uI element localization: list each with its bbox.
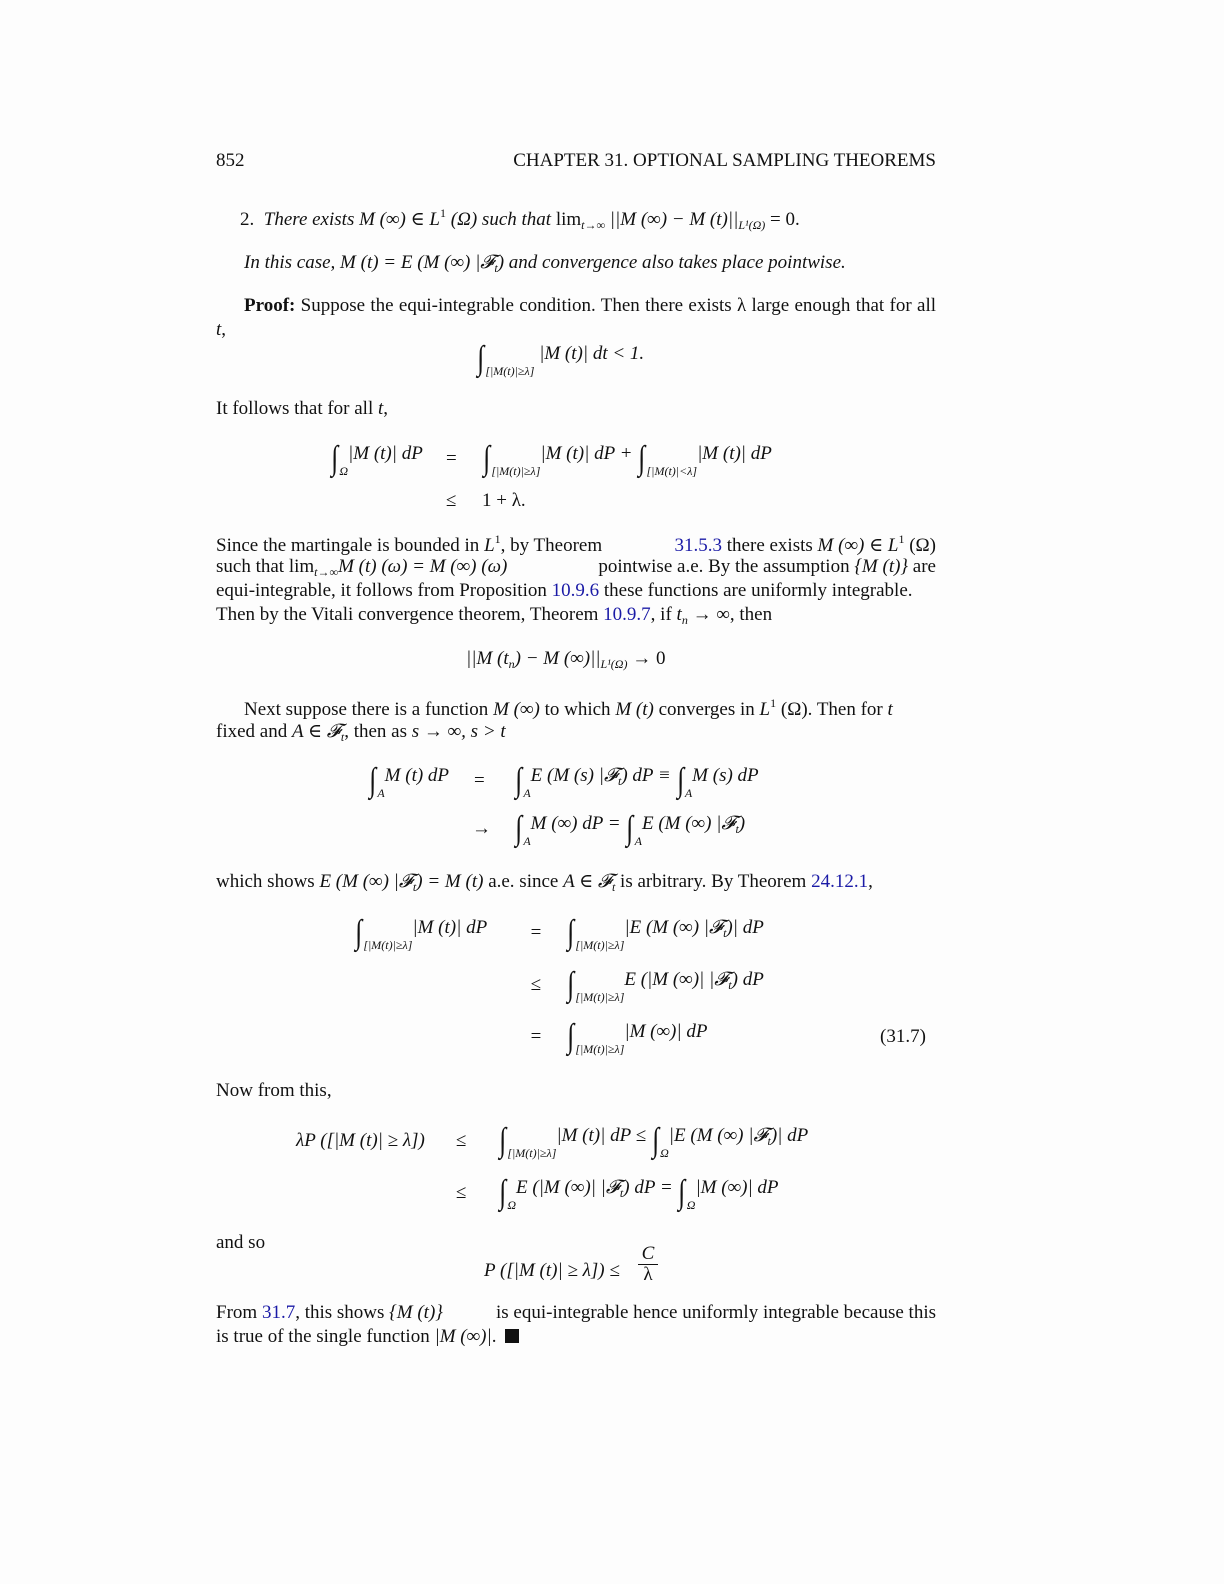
equation-4-rhs1: $\int_AE$ (M (s) |𝓕$_t$) dP ≡ $\int_AM$ (s) dP (515, 762, 759, 800)
equation-4-rhs2: $\int_AM$ (∞) dP = $\int_AE$ (M (∞) |𝓕$_t$) (515, 810, 746, 848)
equation-6-rhs1: $\int_{[|M(t)|\ge\lambda]}|M$ (t)| dP ≤ $\int_\Omega|E$ (M (∞) |𝓕$_t$)| dP (499, 1122, 809, 1160)
since-paragraph: Since the martingale is bounded in $L^1$, by Theorem 31.5.3 there exists M (∞) ∈ $L^1$ (Ω) such that $\lim_{t\to\infty}M$ (t) (ω) = M (∞) (ω) pointwise a.e. By the assumption {M (t)} are equi-integrable, it follows from Proposition 10.9.6 these functions are uniformly integrable. Then by the Vitali convergence theorem, Theorem 10.9.7, if $t_n$ → ∞, then (216, 532, 936, 627)
theorem-link-10-9-7[interactable]: 10.9.7 (603, 604, 651, 625)
equation-5-rel-3: = (530, 1026, 542, 1047)
equation-4-rel2: → (472, 818, 491, 839)
equation-2-rhs2: 1 + λ. (482, 490, 526, 511)
qed-square-icon (505, 1329, 519, 1343)
equation-1: $\int_{[|M(t)|\ge\lambda]}$ |M (t)| dt < 1. (477, 340, 645, 378)
next-paragraph: Next suppose there is a function M (∞) to which M (t) converges in $L^1$ (Ω). Then for t fixed and A ∈ 𝓕$_t$, then as s → ∞, s > t (216, 696, 893, 744)
and-so-line: and so (216, 1232, 266, 1253)
follows-line: It follows that for all t, (216, 398, 389, 419)
equation-6-rhs2: $\int_\Omega E$ (|M (∞)| |𝓕$_t$) dP = $\int_\Omega|M$ (∞)| dP (499, 1174, 779, 1212)
equation-5-rel-1: = (530, 922, 542, 943)
now-from-line: Now from this, (216, 1080, 332, 1101)
running-title: CHAPTER 31. OPTIONAL SAMPLING THEOREMS (513, 150, 936, 171)
equation-5-rel-2: ≤ (530, 974, 542, 995)
equation-6-rel2: ≤ (456, 1182, 467, 1203)
which-shows-line: which shows E (M (∞) |𝓕$_t$) = M (t) a.e. since A ∈ 𝓕$_t$ is arbitrary. By Theorem 24.12.1, (216, 871, 873, 894)
equation-2-rel2: ≤ (446, 490, 457, 511)
equation-link-31-7[interactable]: 31.7 (261, 1302, 296, 1323)
equation-4-rel1: = (474, 770, 485, 791)
equation-3: ||M $(t_n) - M$ $(\infty)||_{L^1(\Omega)} \to 0$ (466, 648, 666, 671)
equation-2-rhs1: $\int_{[|M(t)|\ge\lambda]}|M$ (t)| dP + $\int_{[|M(t)|<\lambda]}|M$ (t)| dP (483, 440, 772, 478)
theorem-link-24-12-1[interactable]: 24.12.1 (811, 871, 869, 892)
theorem-link-31-5-3[interactable]: 31.5.3 (674, 535, 723, 556)
equation-5-rhs-2: $\int_{[|M(t)|\ge\lambda]}E$ (|M (∞)| |𝓕$_t$) dP (567, 966, 764, 1004)
equation-7-lhs: P ([|M (t)| ≥ λ]) ≤ (484, 1260, 620, 1281)
equation-5-lhs: $\int_{[|M(t)|\ge\lambda]}|M$ (t)| dP (355, 914, 488, 952)
equation-2-lhs: $\int_\Omega|M$ (t)| dP (331, 440, 423, 478)
equation-4-lhs: $\int_AM$ (t) dP (369, 762, 450, 800)
page-number: 852 (216, 150, 245, 171)
equation-7-fraction: C λ (638, 1244, 658, 1285)
proof-paragraph: Proof: Suppose the equi-integrable condition. Then there exists λ large enough that for all t, (216, 295, 936, 340)
equation-6-lhs: λP ([|M (t)| ≥ λ]) (296, 1130, 425, 1151)
theorem-item-2: 2. There exists M (∞) ∈ $L^1$ (Ω) such that $\lim_{t\to\infty} ||M$ (∞) − M $(t)||_{L^1(\Omega)} = 0$. (240, 206, 800, 232)
theorem-conclusion: In this case, M (t) = E (M (∞) |𝓕$_t$) and convergence also takes place pointwise. (244, 252, 846, 275)
equation-5-rhs-3: $\int_{[|M(t)|\ge\lambda]}|M$ (∞)| dP (567, 1018, 708, 1056)
equation-tag-31-7: (31.7) (880, 1026, 926, 1047)
equation-5-rhs-1: $\int_{[|M(t)|\ge\lambda]}|E$ (M (∞) |𝓕$_t$)| dP (567, 914, 764, 952)
proposition-link-10-9-6[interactable]: 10.9.6 (551, 580, 600, 601)
equation-6-rel1: ≤ (456, 1130, 467, 1151)
final-paragraph: From 31.7, this shows {M (t)} is equi-integrable hence uniformly integrable because this is true of the single function |M (∞)|. (216, 1302, 936, 1347)
equation-2-rel1: = (446, 448, 457, 469)
